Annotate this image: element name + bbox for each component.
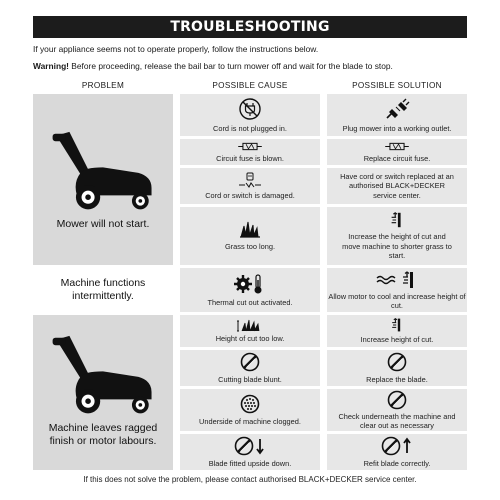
solution-cell [327,268,467,312]
solution-cell [327,389,467,431]
problem-label: Machine leaves ragged finish or motor labours. [48,421,158,447]
lawn-mower-icon [47,334,159,418]
blade-flip-icon [381,436,413,456]
solution-cell [327,94,467,136]
intro-text: If your appliance seems not to operate properly, follow the instructions below. [33,44,319,54]
solution-text: Refit blade correctly. [363,458,431,468]
problem-label: Mower will not start. [56,218,150,230]
column-header-solution: POSSIBLE SOLUTION [352,81,442,90]
solution-cell [327,168,467,204]
solution-cell [327,315,467,347]
solution-cell [327,207,467,265]
height-adjust-icon [388,211,406,229]
solution-cell [327,139,467,165]
grass-icon [239,220,261,238]
damaged-switch-icon [237,172,263,190]
blade-icon [387,352,407,372]
lawn-mower-icon [47,130,159,214]
column-header-problem: PROBLEM [81,81,125,90]
cause-text: Underside of machine clogged. [199,416,301,426]
clogged-icon [240,394,260,414]
cause-text: Circuit fuse is blown. [216,153,284,163]
fuse-icon [384,141,410,152]
blade-icon [387,390,407,410]
cause-cell [180,139,320,165]
problem-cell-2 [33,268,173,312]
solution-text: Allow motor to cool and increase height of cut. [328,291,466,310]
cause-cell [180,315,320,347]
solution-text: Plug mower into a working outlet. [342,123,452,133]
problem-cell-3 [33,315,173,470]
cause-text: Cord or switch is damaged. [205,190,295,200]
cause-text: Cutting blade blunt. [218,374,282,384]
gear-thermometer-icon [234,273,266,295]
cause-text: Cord is not plugged in. [213,123,287,133]
problem-cell-1 [33,94,173,265]
cause-cell [180,434,320,470]
solution-text: Replace the blade. [366,374,428,384]
page-title: TROUBLESHOOTING [33,16,467,38]
grass-low-icon [237,318,263,332]
solution-text: Check underneath the machine and clear out as necessary [338,411,456,430]
cool-height-icon [375,270,419,290]
cause-cell [180,207,320,265]
solution-text: Replace circuit fuse. [363,153,431,163]
cause-text: Grass too long. [224,242,276,252]
column-header-cause: POSSIBLE CAUSE [212,81,288,90]
no-plug-icon [238,97,262,121]
cause-text: Thermal cut out activated. [207,297,293,307]
height-adjust-icon [389,317,405,333]
fuse-icon [237,141,263,152]
cause-cell [180,168,320,204]
solution-text: Increase the height of cut and move machine to shorter grass to start. [342,232,452,261]
cause-cell [180,350,320,386]
blade-icon [240,352,260,372]
footer-note: If this does not solve the problem, please contact authorised BLACK+DECKER service center. [83,475,417,484]
solution-cell [327,350,467,386]
warning-text [33,61,473,72]
warning-label: Warning! [33,61,69,71]
warning-body: Before proceeding, release the bail bar to turn mower off and wait for the blade to stop. [68,61,393,71]
cause-text: Height of cut too low. [215,334,285,344]
cause-cell [180,94,320,136]
solution-cell [327,434,467,470]
cause-cell [180,389,320,431]
cause-cell [180,268,320,312]
solution-text: Increase height of cut. [360,335,434,345]
problem-label: Machine functions intermittently. [60,277,146,302]
blade-flip-icon [234,436,266,456]
plug-icon [384,97,410,121]
solution-text: Have cord or switch replaced at an authorised BLACK+DECKER service center. [340,171,454,200]
cause-text: Blade fitted upside down. [208,458,292,468]
